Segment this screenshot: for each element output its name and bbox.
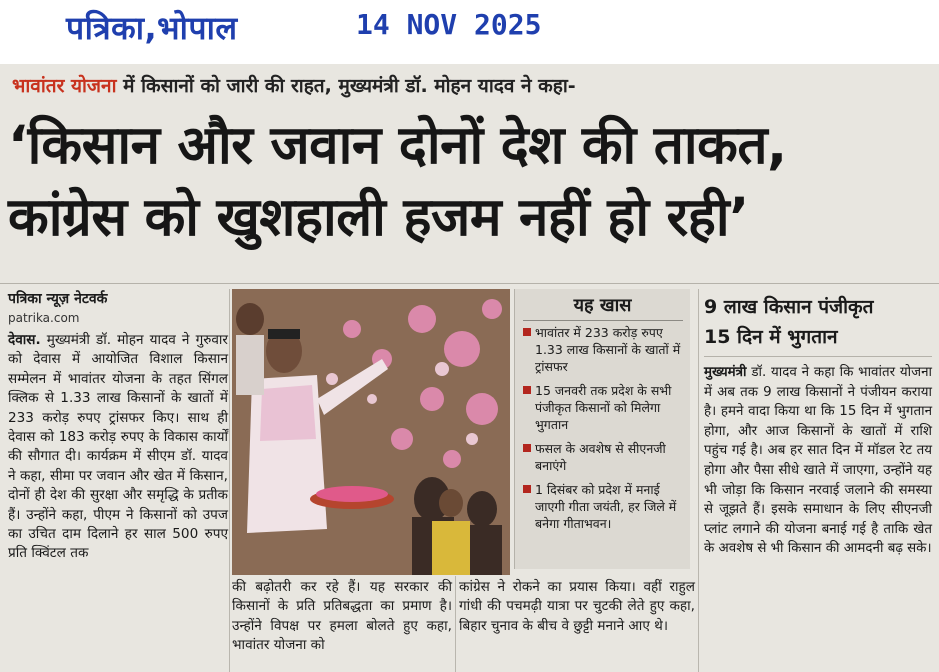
column-divider [229, 289, 230, 672]
highlight-item [521, 324, 684, 375]
column-divider [698, 289, 699, 672]
kicker-highlight: भावांतर योजना [12, 75, 117, 97]
highlights-title: यह खास [515, 289, 690, 317]
headline-line-1: ‘किसान और जवान दोनों देश की ताकत, [8, 115, 787, 176]
highlight-text: 1 दिसंबर को प्रदेश में मनाई जाएगी गीता जयंती, हर जिले में बनेगा गीताभवन। [535, 482, 677, 531]
bullet-square-icon [523, 444, 531, 452]
main-story-column-1 [8, 289, 228, 564]
dateline: देवास. [8, 332, 41, 348]
clipping-label [0, 0, 939, 64]
headline [8, 110, 936, 254]
bullet-square-icon [523, 485, 531, 493]
story-text-col3: कांग्रेस ने रोकने का प्रयास किया। वहीं राहुल गांधी की पचमढ़ी यात्रा पर चुटकी लेते हुए कहा, बिहार चुनाव के बीच वे छुट्टी मनाने आए थे। [459, 579, 695, 634]
side-headline-line-2: 15 दिन में भुगतान [704, 322, 932, 357]
side-story-text: डॉ. यादव ने कहा कि भावांतर योजना में अब तक 9 लाख किसानों ने पंजीयन कराया है। हमने वादा किया था कि 15 दिन में भुगतान होगा, और आज किसानों के खातों में राशि पहुंच गई है। अब हर सात दिन में मॉडल रेट तय होगा और पैसा सीधे खाते में जाएगा, उन्होंने यह भी जोड़ा कि किसान नरवाई जलाने की समस्या से जूझते हैं। इसके समाधान के लिए सीएनजी प्लांट लगाने की योजना बनाई गई है ताकि खेत के अवशेष से भी किसान की आमदनी बढ़ सके। [704, 365, 932, 557]
side-headline-line-1: 9 लाख किसान पंजीकृत [704, 296, 874, 318]
kicker-text: में किसानों को जारी की राहत, मुख्यमंत्री डॉ. मोहन यादव ने कहा- [123, 75, 576, 97]
story-text-col1: मुख्यमंत्री डॉ. मोहन यादव ने गुरुवार को देवास में आयोजित विशाल किसान सम्मेलन में भावांतर योजना के तहत सिंगल क्लिक से 1.33 लाख किसानों के खातों में 233 करोड़ रुपए ट्रांसफर किए। साथ ही देवास को 183 करोड़ रुपए के विकास कार्यों की सौगात दी। कार्यक्रम में सीएम डॉ. यादव ने कहा, सीमा पर जवान और खेत में किसान, दोनों ही देश की सुरक्षा और समृद्धि के प्रतीक हैं। उन्होंने कहा, पीएम ने किसानों को उपज का उचित दाम दिलाने हर साल 500 रुपए प्रति क्विंटल तक [8, 332, 228, 562]
kicker-line [12, 72, 932, 98]
story-text-col2: की बढ़ोतरी कर रहे हैं। यह सरकार की किसानों के प्रति प्रतिबद्धता का प्रमाण है। उन्होंने विपक्ष पर हमला बोलते हुए कहा, भावांतर योजना को [232, 579, 452, 654]
headline-line-2: कांग्रेस को खुशहाली हजम नहीं हो रही’ [8, 187, 749, 248]
highlight-item [521, 382, 684, 433]
highlight-item [521, 481, 684, 532]
story-body-col1 [8, 331, 228, 564]
side-story [704, 292, 932, 559]
news-photo [232, 289, 510, 575]
highlight-text: 15 जनवरी तक प्रदेश के सभी पंजीकृत किसानों को मिलेगा भुगतान [535, 383, 672, 432]
column-divider [455, 576, 456, 672]
divider [0, 283, 939, 284]
clipping-date: 14 NOV 2025 [356, 8, 542, 41]
side-story-lead: मुख्यमंत्री [704, 365, 747, 380]
photo-illustration [232, 289, 510, 575]
side-story-body [704, 363, 932, 559]
highlight-text: फसल के अवशेष से सीएनजी बनाएंगे [535, 441, 666, 473]
highlight-text: भावांतर में 233 करोड़ रुपए 1.33 लाख किसानों के खातों में ट्रांसफर [535, 325, 681, 374]
side-story-headline [704, 292, 932, 357]
newspaper-source: पत्रिका,भोपाल [66, 9, 238, 47]
highlights-box [514, 289, 690, 569]
bullet-square-icon [523, 328, 531, 336]
byline-website: patrika.com [8, 311, 80, 325]
highlight-item [521, 440, 684, 474]
byline: पत्रिका न्यूज़ नेटवर्क [8, 291, 108, 307]
bullet-square-icon [523, 386, 531, 394]
